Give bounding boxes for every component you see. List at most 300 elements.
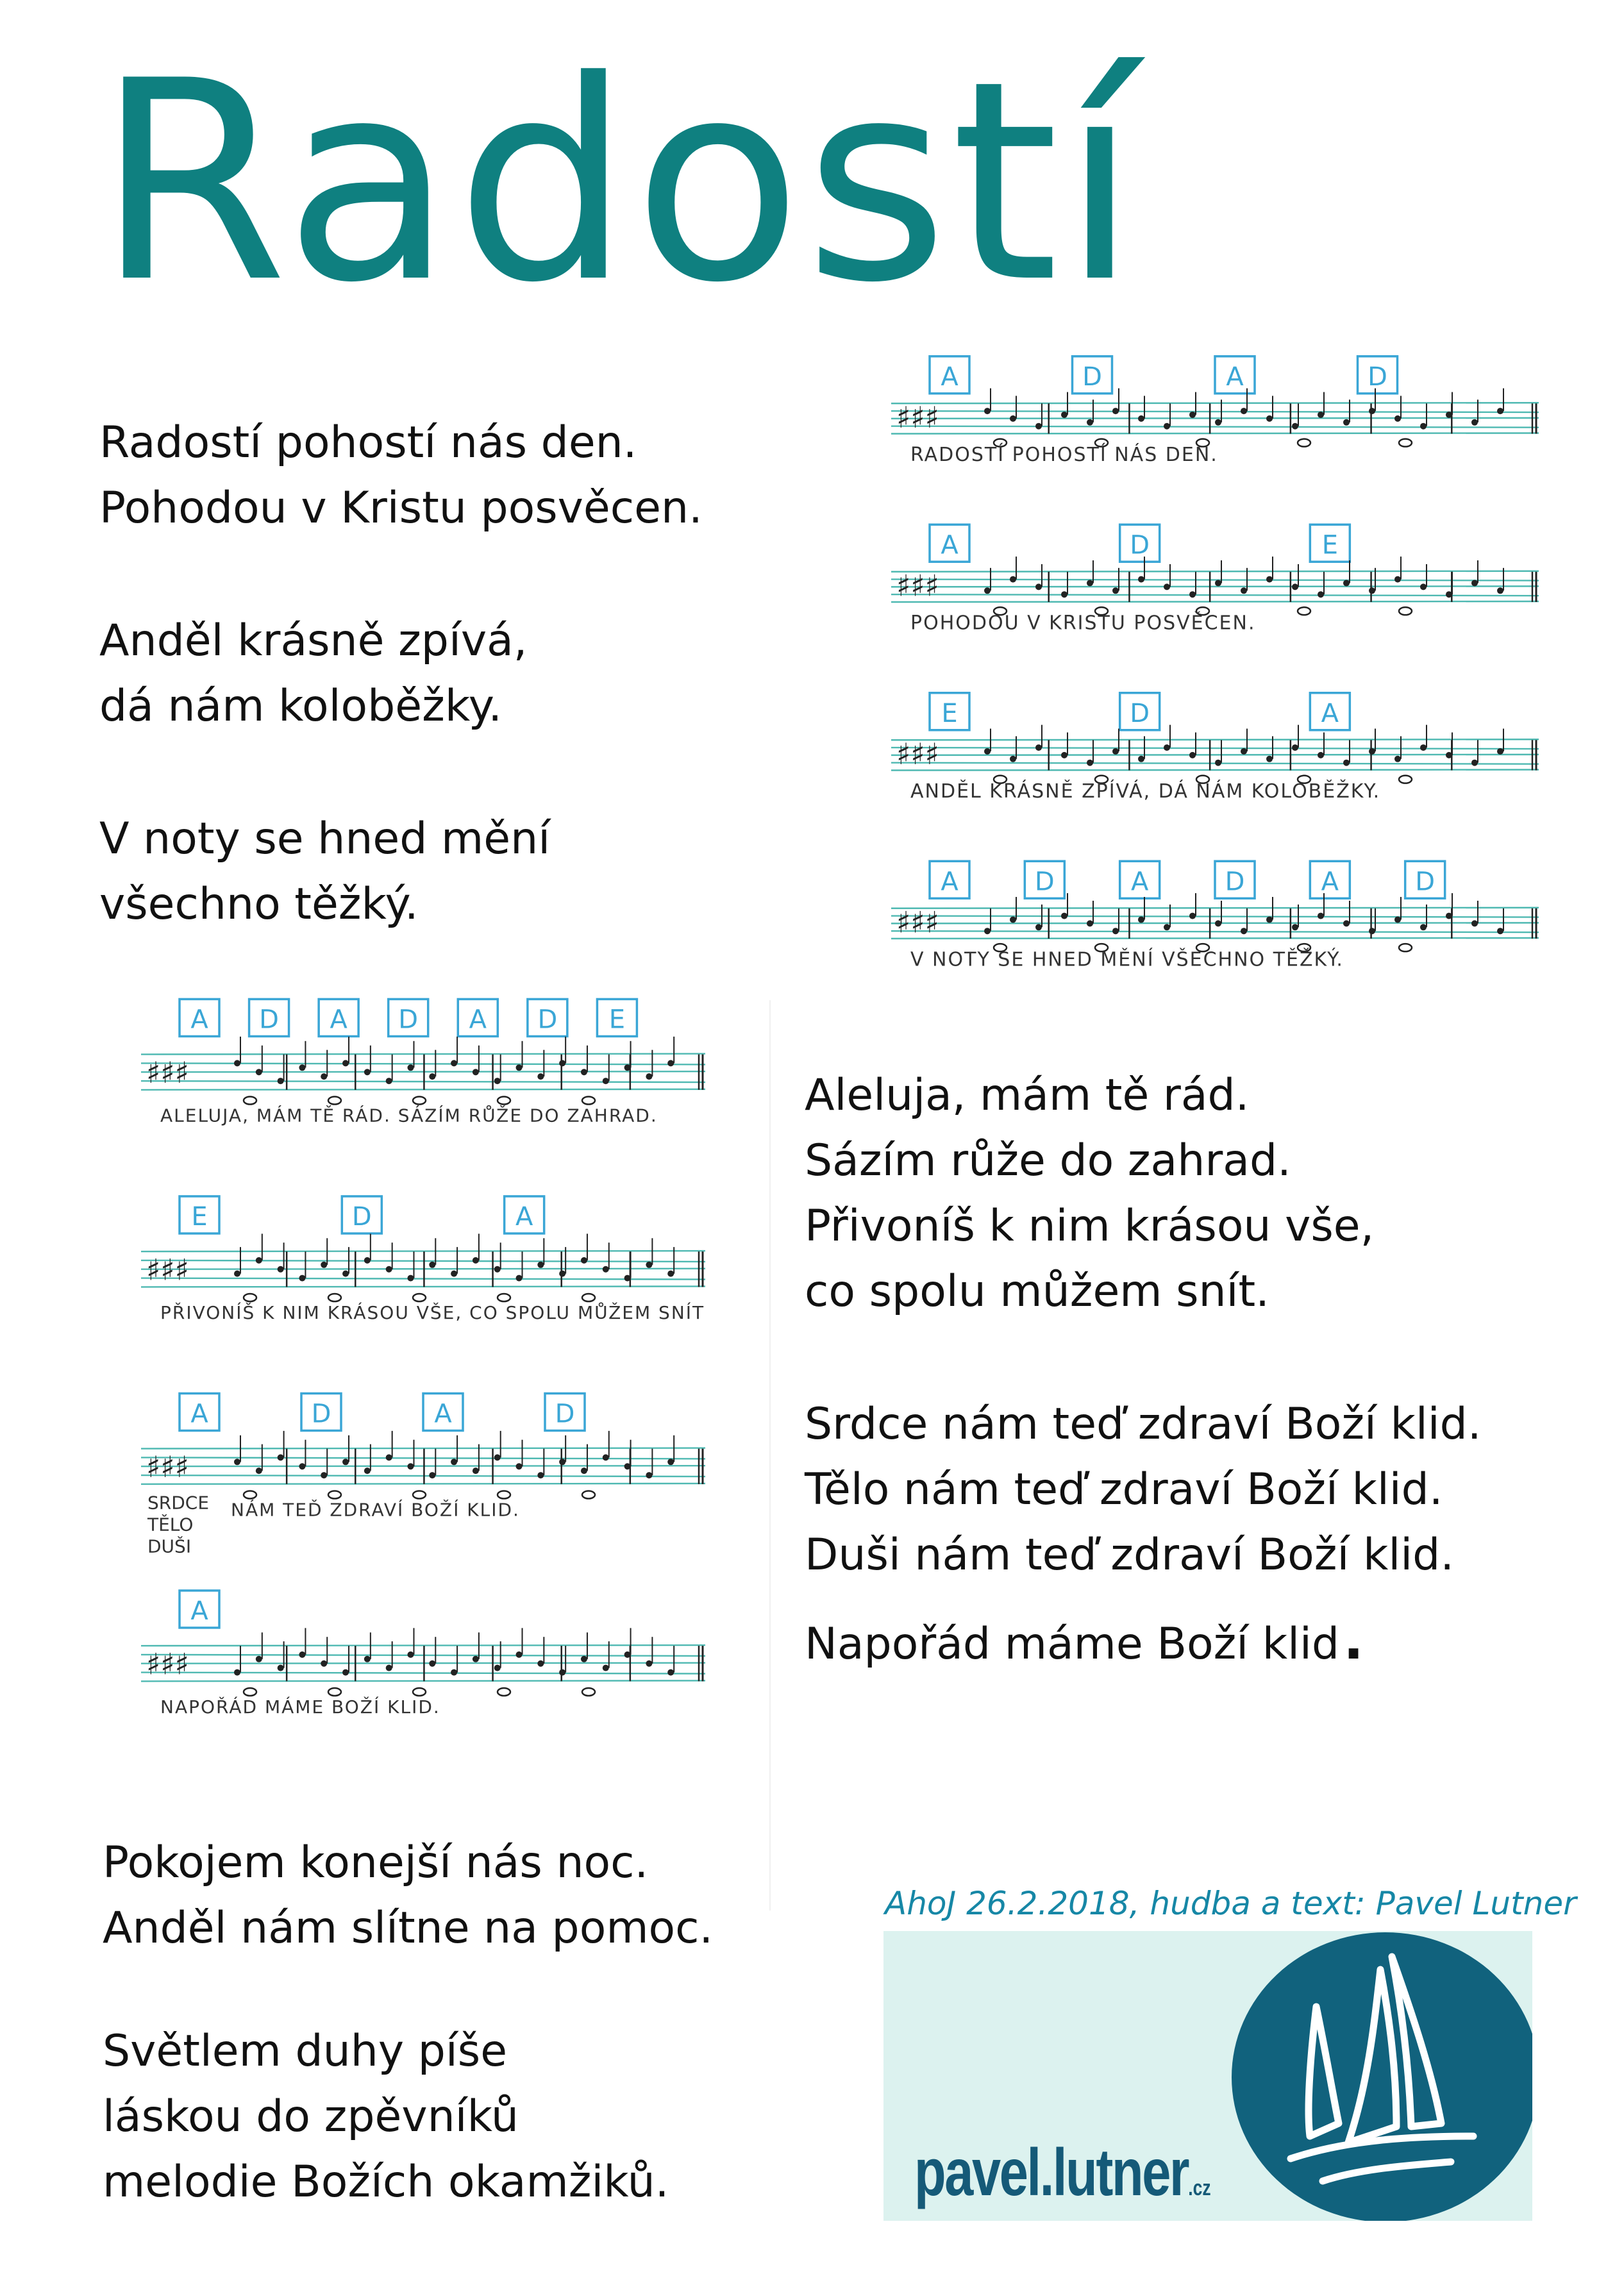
note	[451, 1271, 457, 1277]
lyric-line: dá nám koloběžky.	[99, 681, 502, 732]
staff-line	[891, 739, 1539, 740]
lyric-line: co spolu můžem snít.	[805, 1266, 1269, 1317]
chord-label: A	[941, 530, 958, 560]
staff-line	[141, 1071, 705, 1072]
bass-note	[582, 1097, 595, 1105]
bass-note	[244, 1294, 256, 1301]
lyric-line-coda	[805, 1607, 1481, 1677]
note	[984, 748, 991, 755]
lyric-line: láskou do zpěvníků	[103, 2091, 519, 2142]
note	[559, 1459, 565, 1465]
note	[1164, 744, 1170, 751]
note	[1446, 591, 1452, 598]
note	[1215, 419, 1221, 426]
note	[386, 1078, 392, 1084]
key-signature: ♯♯♯	[146, 1646, 189, 1682]
staff-line	[141, 1063, 705, 1064]
note	[1420, 423, 1427, 430]
note	[559, 1271, 565, 1277]
handwritten-lyric: ANDĚL KRÁSNĚ ZPÍVÁ, DÁ NÁM KOLOBĚŽKY.	[910, 780, 1381, 803]
bass-note	[244, 1688, 256, 1696]
note	[559, 1669, 565, 1676]
note	[299, 1463, 305, 1469]
bass-note	[413, 1491, 426, 1499]
note	[537, 1073, 544, 1080]
note	[1189, 591, 1196, 598]
note	[1215, 760, 1221, 766]
note	[667, 1060, 674, 1066]
note	[234, 1060, 240, 1066]
bass-note	[328, 1688, 341, 1696]
note	[1010, 576, 1016, 583]
note	[407, 1463, 414, 1469]
staff-line	[891, 586, 1539, 587]
lyric-line: Pohodou v Kristu posvěcen.	[99, 483, 703, 533]
lyric-line: Přivoníš k nim krásou vše,	[805, 1201, 1375, 1251]
note	[1241, 587, 1247, 594]
bass-note	[328, 1491, 341, 1499]
chord-label: A	[434, 1399, 452, 1429]
note	[603, 1078, 609, 1084]
staff-line	[891, 580, 1539, 581]
note	[1292, 423, 1298, 430]
staff-line	[141, 1475, 705, 1476]
chord-label: D	[351, 1201, 372, 1232]
note	[299, 1064, 305, 1071]
chord-label: D	[537, 1005, 558, 1035]
note	[516, 1064, 523, 1071]
staff-system	[891, 356, 1539, 466]
note	[1112, 928, 1119, 934]
note	[603, 1454, 609, 1460]
note	[646, 1262, 652, 1268]
note	[537, 1262, 544, 1268]
note	[234, 1271, 240, 1277]
staff-line	[891, 571, 1539, 572]
note	[1394, 756, 1401, 762]
note	[1215, 920, 1221, 926]
logo-tld: .cz	[1188, 2176, 1211, 2200]
chord-label: A	[1321, 698, 1339, 728]
note	[624, 1652, 631, 1658]
chord-label: D	[1130, 698, 1150, 728]
bass-note	[244, 1097, 256, 1105]
note	[1010, 916, 1016, 923]
note	[364, 1257, 371, 1264]
note	[451, 1669, 457, 1676]
note	[364, 1656, 371, 1662]
staff-line	[141, 1081, 705, 1082]
staff-system	[141, 1591, 705, 1718]
staff-line	[891, 433, 1539, 434]
staff-system	[891, 693, 1539, 803]
note	[1318, 913, 1324, 919]
note	[1010, 756, 1016, 762]
bass-note	[413, 1097, 426, 1105]
note	[473, 1257, 479, 1264]
note	[537, 1660, 544, 1667]
note	[407, 1652, 414, 1658]
note	[1087, 760, 1093, 766]
chord-label: D	[1225, 867, 1245, 897]
note	[1010, 415, 1016, 422]
note	[386, 1454, 392, 1460]
sheet-music-verse	[872, 346, 1545, 1019]
note	[1138, 415, 1144, 422]
bass-note	[413, 1294, 426, 1301]
bass-note	[498, 1294, 510, 1301]
staff-line	[141, 1286, 705, 1287]
chord-label: E	[191, 1201, 208, 1232]
chord-label: D	[1130, 530, 1150, 560]
chord-label: E	[941, 698, 958, 728]
note	[429, 1472, 435, 1478]
lyric-line: všechno těžký.	[99, 879, 419, 930]
staff-line	[141, 1663, 705, 1664]
chord-label: E	[608, 1005, 626, 1035]
lyric-line: Srdce nám teď zdraví Boží klid.	[805, 1399, 1482, 1450]
staff-line	[891, 916, 1539, 917]
lyric-line: Duši nám teď zdraví Boží klid.	[805, 1530, 1454, 1580]
note	[386, 1665, 392, 1671]
note	[1138, 756, 1144, 762]
note	[321, 1660, 327, 1667]
note	[1497, 748, 1503, 755]
note	[1292, 924, 1298, 930]
staff-line	[891, 601, 1539, 602]
note	[646, 1472, 652, 1478]
note	[1343, 419, 1350, 426]
note	[473, 1656, 479, 1662]
note	[1138, 916, 1144, 923]
staff-line	[141, 1680, 705, 1681]
note	[494, 1454, 501, 1460]
staff-system	[891, 861, 1539, 971]
note	[473, 1468, 479, 1474]
chord-label: A	[941, 362, 958, 392]
chord-label: A	[190, 1596, 208, 1626]
key-signature: ♯♯♯	[146, 1252, 189, 1287]
note	[321, 1262, 327, 1268]
bass-note	[328, 1097, 341, 1105]
note	[1471, 760, 1478, 766]
handwritten-lyric: POHODOU V KRISTU POSVĚCEN.	[910, 612, 1256, 635]
note	[1497, 587, 1503, 594]
note	[984, 408, 991, 414]
note	[1112, 587, 1119, 594]
note	[1394, 916, 1401, 923]
chord-label: D	[555, 1399, 575, 1429]
note	[1112, 408, 1119, 414]
handwritten-lyric: ALELUJA, MÁM TĚ RÁD. SÁZÍM RŮŽE DO ZAHRAD.	[160, 1105, 658, 1126]
note	[1087, 419, 1093, 426]
note	[278, 1266, 284, 1273]
bass-note	[498, 1688, 510, 1696]
note	[581, 1069, 587, 1075]
note	[1497, 928, 1503, 934]
note	[1189, 412, 1196, 418]
staff-line	[141, 1673, 705, 1674]
sheet-music-chorus	[128, 987, 712, 1776]
staff-line	[141, 1089, 705, 1090]
note	[984, 587, 991, 594]
staff-line	[891, 770, 1539, 771]
handwritten-lyric: NÁM TEĎ ZDRAVÍ BOŽÍ KLID.	[231, 1499, 520, 1521]
note	[581, 1468, 587, 1474]
note	[559, 1060, 565, 1066]
note	[1497, 408, 1503, 414]
staff-system	[141, 1196, 705, 1323]
bass-note	[1399, 439, 1412, 447]
note	[278, 1665, 284, 1671]
note	[321, 1472, 327, 1478]
sheet-svg	[872, 346, 1545, 1019]
note	[1446, 412, 1452, 418]
bass-note	[413, 1688, 426, 1696]
sailboat-icon	[1220, 1931, 1532, 2221]
coda-text: Napořád máme Boží klid	[805, 1619, 1340, 1669]
staff-line	[141, 1457, 705, 1459]
note	[603, 1665, 609, 1671]
note	[667, 1459, 674, 1465]
note	[1241, 748, 1247, 755]
chord-label: A	[515, 1201, 533, 1232]
note	[1471, 580, 1478, 586]
note	[299, 1652, 305, 1658]
note	[603, 1266, 609, 1273]
chord-label: A	[941, 867, 958, 897]
note	[1343, 760, 1350, 766]
lyric-stack-word: DUŠI	[147, 1535, 192, 1557]
bass-note	[1399, 776, 1412, 783]
key-signature: ♯♯♯	[896, 568, 939, 603]
note	[278, 1454, 284, 1460]
note	[1266, 576, 1273, 583]
note	[234, 1669, 240, 1676]
note	[342, 1669, 349, 1676]
chord-label: E	[1321, 530, 1338, 560]
sheet-svg	[128, 987, 712, 1776]
note	[1087, 580, 1093, 586]
note	[256, 1069, 262, 1075]
note	[364, 1468, 371, 1474]
staff-system	[891, 524, 1539, 634]
bass-note	[582, 1491, 595, 1499]
note	[1394, 576, 1401, 583]
note	[667, 1669, 674, 1676]
staff-line	[141, 1260, 705, 1262]
note	[1241, 408, 1247, 414]
note	[278, 1078, 284, 1084]
chord-label: D	[1415, 867, 1436, 897]
note	[494, 1266, 501, 1273]
note	[1394, 415, 1401, 422]
staff-line	[141, 1448, 705, 1449]
note	[1266, 916, 1273, 923]
note	[624, 1463, 631, 1469]
note	[1420, 744, 1427, 751]
chord-label: A	[1130, 867, 1149, 897]
chord-label: D	[1034, 867, 1055, 897]
note	[1318, 412, 1324, 418]
song-title: Radostí	[96, 22, 1141, 343]
note	[342, 1271, 349, 1277]
note	[516, 1652, 523, 1658]
credit-line: AhoJ 26.2.2018, hudba a text: Pavel Lutner	[885, 1885, 1577, 1922]
note	[1471, 419, 1478, 426]
divider	[769, 1000, 771, 1911]
note	[1035, 924, 1042, 930]
chord-label: A	[1321, 867, 1339, 897]
lyric-line: Pokojem konejší nás noc.	[103, 1837, 649, 1888]
note	[1343, 920, 1350, 926]
note	[1266, 415, 1273, 422]
note	[1087, 920, 1093, 926]
note	[1215, 580, 1221, 586]
logo-name: pavel.lutner	[914, 2136, 1189, 2210]
staff-line	[141, 1054, 705, 1055]
note	[451, 1060, 457, 1066]
note	[494, 1665, 501, 1671]
key-signature: ♯♯♯	[896, 905, 939, 940]
staff-line	[141, 1278, 705, 1280]
note	[1266, 756, 1273, 762]
chord-label: D	[398, 1005, 419, 1035]
lyric-stack-word: SRDCE	[147, 1492, 210, 1514]
lyric-stack-word: TĚLO	[147, 1514, 194, 1535]
note	[1061, 752, 1067, 758]
note	[581, 1656, 587, 1662]
note	[1318, 752, 1324, 758]
handwritten-lyric: NAPOŘÁD MÁME BOŽÍ KLID.	[160, 1696, 440, 1718]
note	[1369, 748, 1375, 755]
bass-note	[1298, 439, 1310, 447]
note	[473, 1069, 479, 1075]
note	[256, 1656, 262, 1662]
note	[299, 1275, 305, 1282]
note	[1164, 423, 1170, 430]
lyric-line: Tělo nám teď zdraví Boží klid.	[805, 1464, 1443, 1515]
note	[451, 1459, 457, 1465]
chord-label: A	[190, 1005, 208, 1035]
note	[646, 1660, 652, 1667]
lyric-line: Radostí pohostí nás den.	[99, 417, 637, 468]
note	[1446, 752, 1452, 758]
lyrics-chorus	[805, 1063, 1481, 1677]
chord-label: A	[1226, 362, 1244, 392]
note	[342, 1060, 349, 1066]
note	[1035, 423, 1042, 430]
bass-note	[582, 1688, 595, 1696]
bass-note	[244, 1491, 256, 1499]
note	[342, 1459, 349, 1465]
key-signature: ♯♯♯	[146, 1055, 189, 1090]
lyric-line: V noty se hned mění	[99, 814, 551, 864]
note	[386, 1266, 392, 1273]
note	[1061, 913, 1067, 919]
staff-line	[141, 1655, 705, 1656]
note	[407, 1064, 414, 1071]
key-signature: ♯♯♯	[896, 737, 939, 772]
note	[429, 1660, 435, 1667]
note	[1369, 928, 1375, 934]
staff-line	[891, 938, 1539, 939]
note	[1420, 924, 1427, 930]
note	[1369, 587, 1375, 594]
bass-note	[498, 1097, 510, 1105]
staff-line	[141, 1645, 705, 1646]
chord-label: A	[190, 1399, 208, 1429]
lyric-line: Anděl krásně zpívá,	[99, 615, 528, 666]
note	[321, 1073, 327, 1080]
bass-note	[498, 1491, 510, 1499]
note	[1343, 580, 1350, 586]
note	[1471, 920, 1478, 926]
note	[494, 1078, 501, 1084]
note	[234, 1459, 240, 1465]
coda-dot: .	[1343, 1609, 1364, 1671]
note	[1420, 583, 1427, 590]
staff-line	[891, 594, 1539, 596]
note	[1318, 591, 1324, 598]
logo-wordmark	[914, 2135, 1211, 2211]
note	[1112, 748, 1119, 755]
note	[624, 1064, 631, 1071]
chord-label: A	[330, 1005, 347, 1035]
note	[1292, 744, 1298, 751]
note	[429, 1073, 435, 1080]
lyric-line: Aleluja, mám tě rád.	[805, 1070, 1250, 1121]
note	[516, 1275, 523, 1282]
chord-label: D	[311, 1399, 331, 1429]
bass-note	[1399, 944, 1412, 951]
lyric-line: Světlem duhy píše	[103, 2026, 508, 2077]
note	[537, 1472, 544, 1478]
note	[984, 928, 991, 934]
staff-line	[891, 418, 1539, 419]
chord-label: D	[1082, 362, 1102, 392]
note	[1446, 913, 1452, 919]
note	[429, 1262, 435, 1268]
note	[624, 1275, 631, 1282]
note	[516, 1463, 523, 1469]
note	[1189, 913, 1196, 919]
logo	[883, 1931, 1532, 2221]
handwritten-lyric: RADOSTÍ POHOSTÍ NÁS DEN.	[910, 444, 1218, 467]
note	[364, 1069, 371, 1075]
note	[1369, 408, 1375, 414]
lyric-line: Sázím růže do zahrad.	[805, 1135, 1291, 1186]
note	[1241, 928, 1247, 934]
lyric-line: Anděl nám slítne na pomoc.	[103, 1903, 714, 1953]
chord-label: A	[469, 1005, 487, 1035]
lyrics-verse-4-5	[103, 1830, 713, 2215]
lyrics-verse-1-2-3	[99, 410, 703, 937]
note	[646, 1073, 652, 1080]
note	[407, 1275, 414, 1282]
bass-note	[328, 1294, 341, 1301]
note	[667, 1271, 674, 1277]
staff-system	[141, 1393, 705, 1557]
lyric-line: melodie Božích okamžiků.	[103, 2157, 669, 2207]
note	[581, 1257, 587, 1264]
note	[1189, 752, 1196, 758]
staff-system	[141, 999, 705, 1126]
bass-note	[1298, 607, 1310, 615]
handwritten-lyric: PŘIVONÍŠ K NIM KRÁSOU VŠE, CO SPOLU MŮŽEM SNÍT	[160, 1302, 705, 1324]
chord-label: D	[1368, 362, 1387, 392]
note	[256, 1468, 262, 1474]
